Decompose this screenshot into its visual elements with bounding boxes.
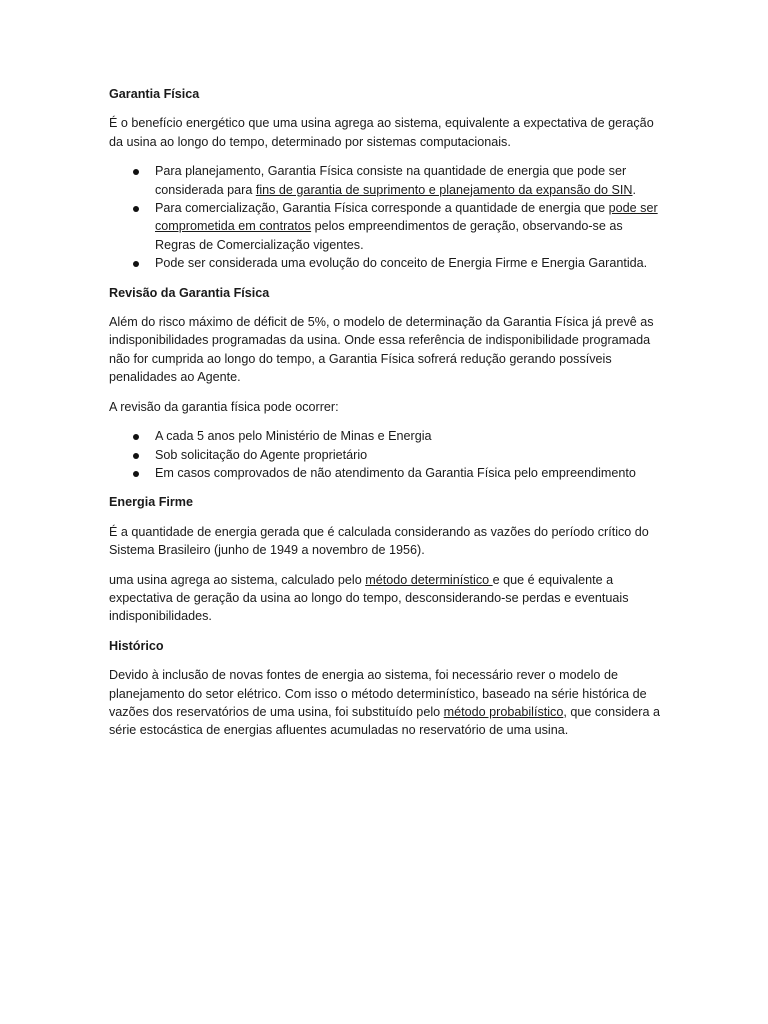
bullet-text-pre: Para comercialização, Garantia Física corresponde a quantidade de energia que [155, 201, 609, 216]
paragraph-energia-firme-2 [109, 571, 664, 626]
heading-historico: Histórico [109, 638, 164, 653]
list-item [109, 199, 664, 254]
list-item [109, 162, 664, 199]
bullet-icon [133, 453, 139, 459]
list-item [109, 464, 664, 482]
bullet-icon [133, 471, 139, 477]
underlined-text: fins de garantia de suprimento e planejamento da expansão do SIN [255, 182, 633, 197]
revisao-bullet-list [109, 427, 664, 482]
bullet-text: Pode ser considerada uma evolução do conceito de Energia Firme e Energia Garantida. [155, 256, 648, 271]
bullet-text: Em casos comprovados de não atendimento da Garantia Física pelo empreendimento [155, 465, 636, 480]
list-item [109, 427, 664, 445]
text-pre: Devido à inclusão de novas fontes de energia ao sistema, foi necessário rever o modelo de planejamento do setor elétrico. Com isso o método determinístico, baseado na série histórica de vazões dos reservatórios de uma usina, foi substituído pelo [109, 668, 647, 719]
heading-garantia-fisica: Garantia Física [109, 87, 200, 101]
text-post: , que considera a série estocástica de energias afluentes acumuladas no reservatório de uma usina. [109, 704, 660, 738]
bullet-text-post: pelos empreendimentos de geração, observando-se as Regras de Comercialização vigentes. [155, 219, 623, 252]
paragraph-garantia-intro: É o benefício energético que uma usina agrega ao sistema, equivalente a expectativa de geração da usina ao longo do tempo, determinado por sistemas computacionais. [109, 116, 654, 149]
bullet-icon [133, 169, 139, 175]
text-pre: uma usina agrega ao sistema, calculado pelo [109, 572, 366, 587]
heading-revisao: Revisão da Garantia Física [109, 285, 270, 300]
bullet-text-post: . [632, 182, 636, 197]
text-post: e que é equivalente a expectativa de geração da usina ao longo do tempo, desconsiderando-se perdas e eventuais indisponibilidades. [109, 572, 629, 624]
underlined-text: método probabilístico [443, 704, 564, 719]
heading-energia-firme: Energia Firme [109, 495, 193, 510]
bullet-text-pre: Para planejamento, Garantia Física consiste na quantidade de energia que pode ser considerada para [155, 164, 627, 197]
bullet-icon [133, 434, 139, 440]
garantia-bullet-list [109, 162, 664, 272]
paragraph-revisao-1: Além do risco máximo de déficit de 5%, o modelo de determinação da Garantia Física já prevê as indisponibilidades programadas da usina. Onde essa referência de indisponibilidade programada não for cumprida ao longo do tempo, a Garantia Física sofrerá redução gerando possíveis penalidades ao Agente. [109, 315, 654, 385]
list-item [109, 446, 664, 464]
bullet-icon [133, 261, 139, 267]
list-item [109, 254, 664, 272]
underlined-text: método determinístico [365, 572, 493, 587]
bullet-text: Sob solicitação do Agente proprietário [155, 447, 368, 462]
bullet-icon [133, 206, 139, 212]
paragraph-historico [109, 666, 664, 740]
paragraph-energia-firme-1: É a quantidade de energia gerada que é calculada considerando as vazões do período crítico do Sistema Brasileiro (junho de 1949 a novembro de 1956). [109, 524, 649, 558]
bullet-text: A cada 5 anos pelo Ministério de Minas e Energia [155, 429, 432, 444]
underlined-text: pode ser comprometida em contratos [155, 201, 658, 234]
paragraph-revisao-2: A revisão da garantia física pode ocorrer: [109, 399, 339, 414]
